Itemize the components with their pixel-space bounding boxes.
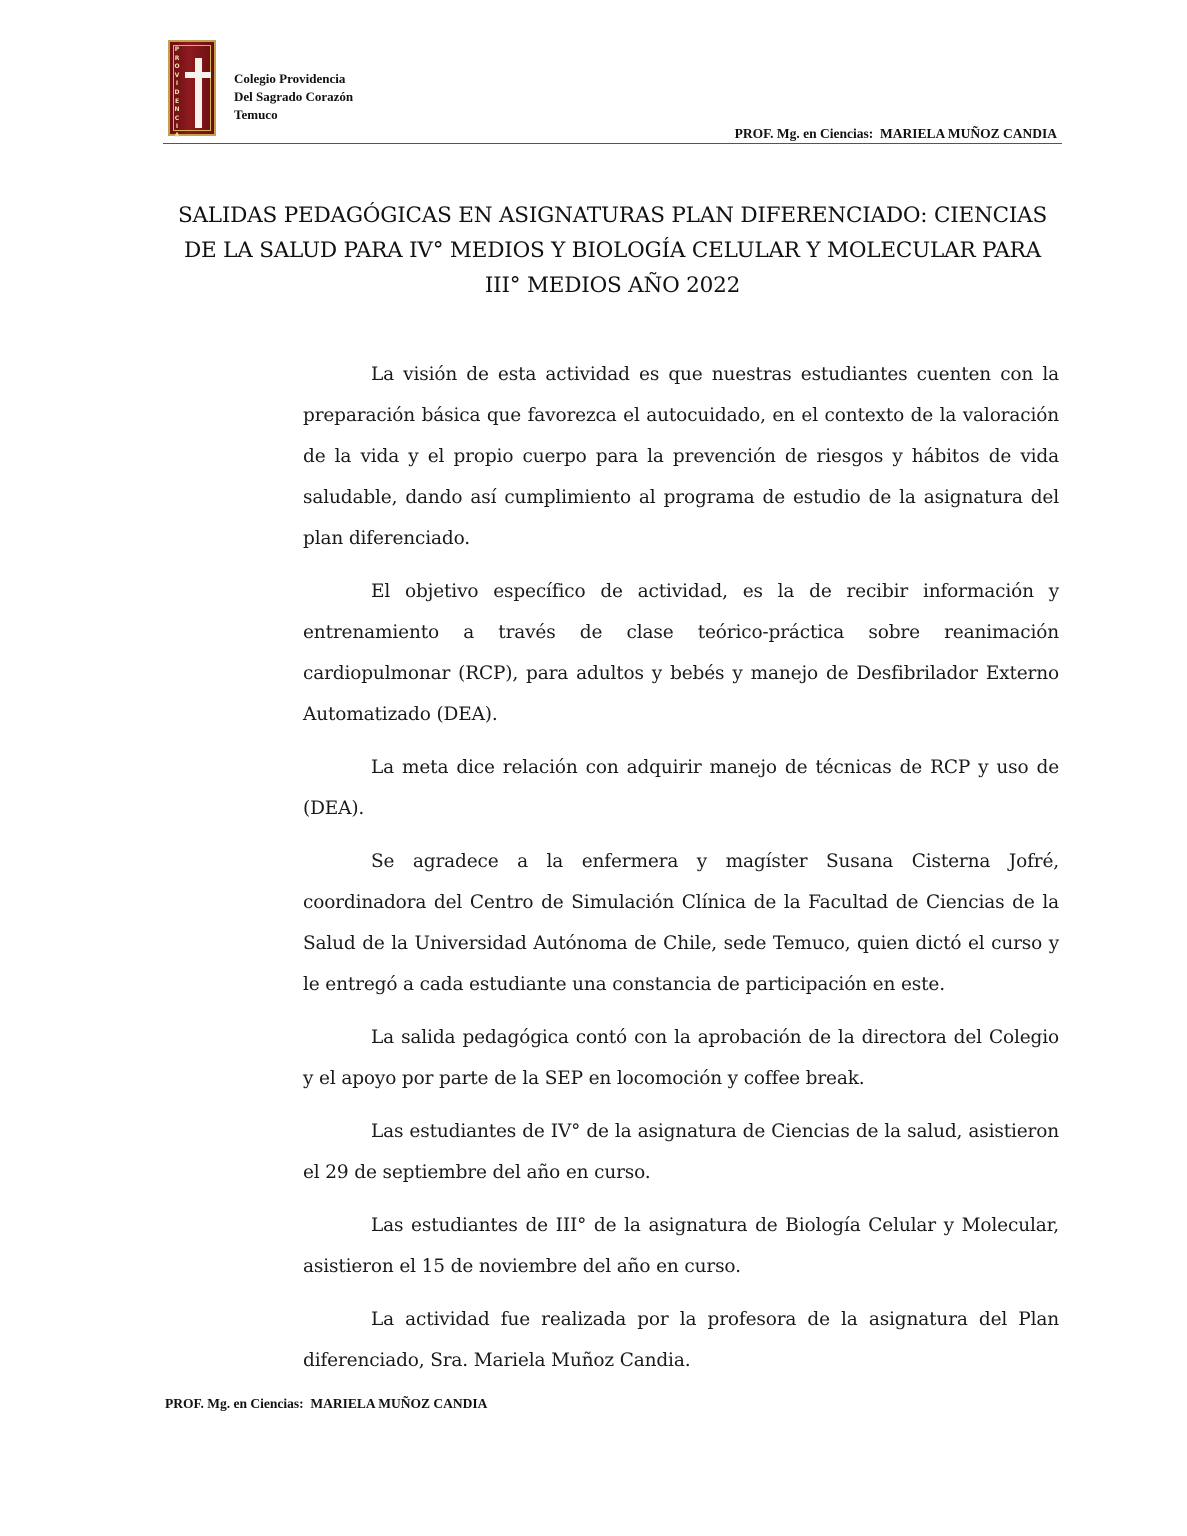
logo-letter: O <box>174 63 180 71</box>
school-name <box>234 70 353 124</box>
school-logo <box>168 40 216 139</box>
logo-letter: R <box>174 54 180 62</box>
logo-letter: V <box>174 71 180 79</box>
header-professor: PROF. Mg. en Ciencias: MARIELA MUÑOZ CANDIA <box>734 126 1057 141</box>
footer-professor: PROF. Mg. en Ciencias: MARIELA MUÑOZ CANDIA <box>165 1396 488 1411</box>
logo-letter: I <box>175 80 179 88</box>
school-line-2: Del Sagrado Corazón <box>234 89 354 104</box>
logo-letter: C <box>174 114 180 122</box>
paragraph-vision: La visión de esta actividad es que nuestras estudiantes cuenten con la preparación básica que favorezca el autocuidado, en el contexto de la valoración de la vida y el propio cuerpo para la prevención de riesgos y hábitos de vida saludable, dando así cumplimiento al programa de estudio de la asignatura del plan diferenciado. <box>303 364 1059 549</box>
paragraph-iv-medios: Las estudiantes de IV° de la asignatura de Ciencias de la salud, asistieron el 29 de septiembre del año en curso. <box>303 1121 1059 1183</box>
document-body <box>303 354 1059 1393</box>
paragraph-goal: La meta dice relación con adquirir manejo de técnicas de RCP y uso de (DEA). <box>303 757 1059 819</box>
title-line-3: III° MEDIOS AÑO 2022 <box>484 273 741 298</box>
paragraph-objective: El objetivo específico de actividad, es la de recibir información y entrenamiento a través de clase teórico-práctica sobre reanimación cardiopulmonar (RCP), para adultos y bebés y manejo de Desfibrilador Externo Automatizado (DEA). <box>303 581 1059 725</box>
cross-icon-bar <box>185 72 211 78</box>
logo-letter: I <box>175 123 179 131</box>
header-divider <box>163 143 1062 144</box>
paragraph-iii-medios: Las estudiantes de III° de la asignatura de Biología Celular y Molecular, asistieron el 15 de noviembre del año en curso. <box>303 1215 1059 1277</box>
document-title <box>160 198 1065 303</box>
title-line-2: DE LA SALUD PARA IV° MEDIOS Y BIOLOGÍA CELULAR Y MOLECULAR PARA <box>184 238 1041 263</box>
logo-letter: P <box>174 46 180 53</box>
school-line-1: Colegio Providencia <box>234 71 346 86</box>
logo-letter: A <box>174 131 180 139</box>
logo-letter: E <box>174 97 180 105</box>
paragraph-thanks: Se agradece a la enfermera y magíster Susana Cisterna Jofré, coordinadora del Centro de Simulación Clínica de la Facultad de Ciencias de la Salud de la Universidad Autónoma de Chile, sede Temuco, quien dictó el curso y le entregó a cada estudiante una constancia de participación en este. <box>303 851 1059 995</box>
paragraph-teacher: La actividad fue realizada por la profesora de la asignatura del Plan diferenciado, Sra. Mariela Muñoz Candia. <box>303 1309 1059 1371</box>
logo-letter: N <box>174 106 180 114</box>
logo-letter: D <box>174 88 180 96</box>
school-line-3: Temuco <box>234 107 278 122</box>
cross-icon <box>195 58 202 128</box>
logo-letters <box>173 46 181 141</box>
paragraph-approval: La salida pedagógica contó con la aprobación de la directora del Colegio y el apoyo por parte de la SEP en locomoción y coffee break. <box>303 1027 1059 1089</box>
title-line-1: SALIDAS PEDAGÓGICAS EN ASIGNATURAS PLAN DIFERENCIADO: CIENCIAS <box>177 203 1048 228</box>
